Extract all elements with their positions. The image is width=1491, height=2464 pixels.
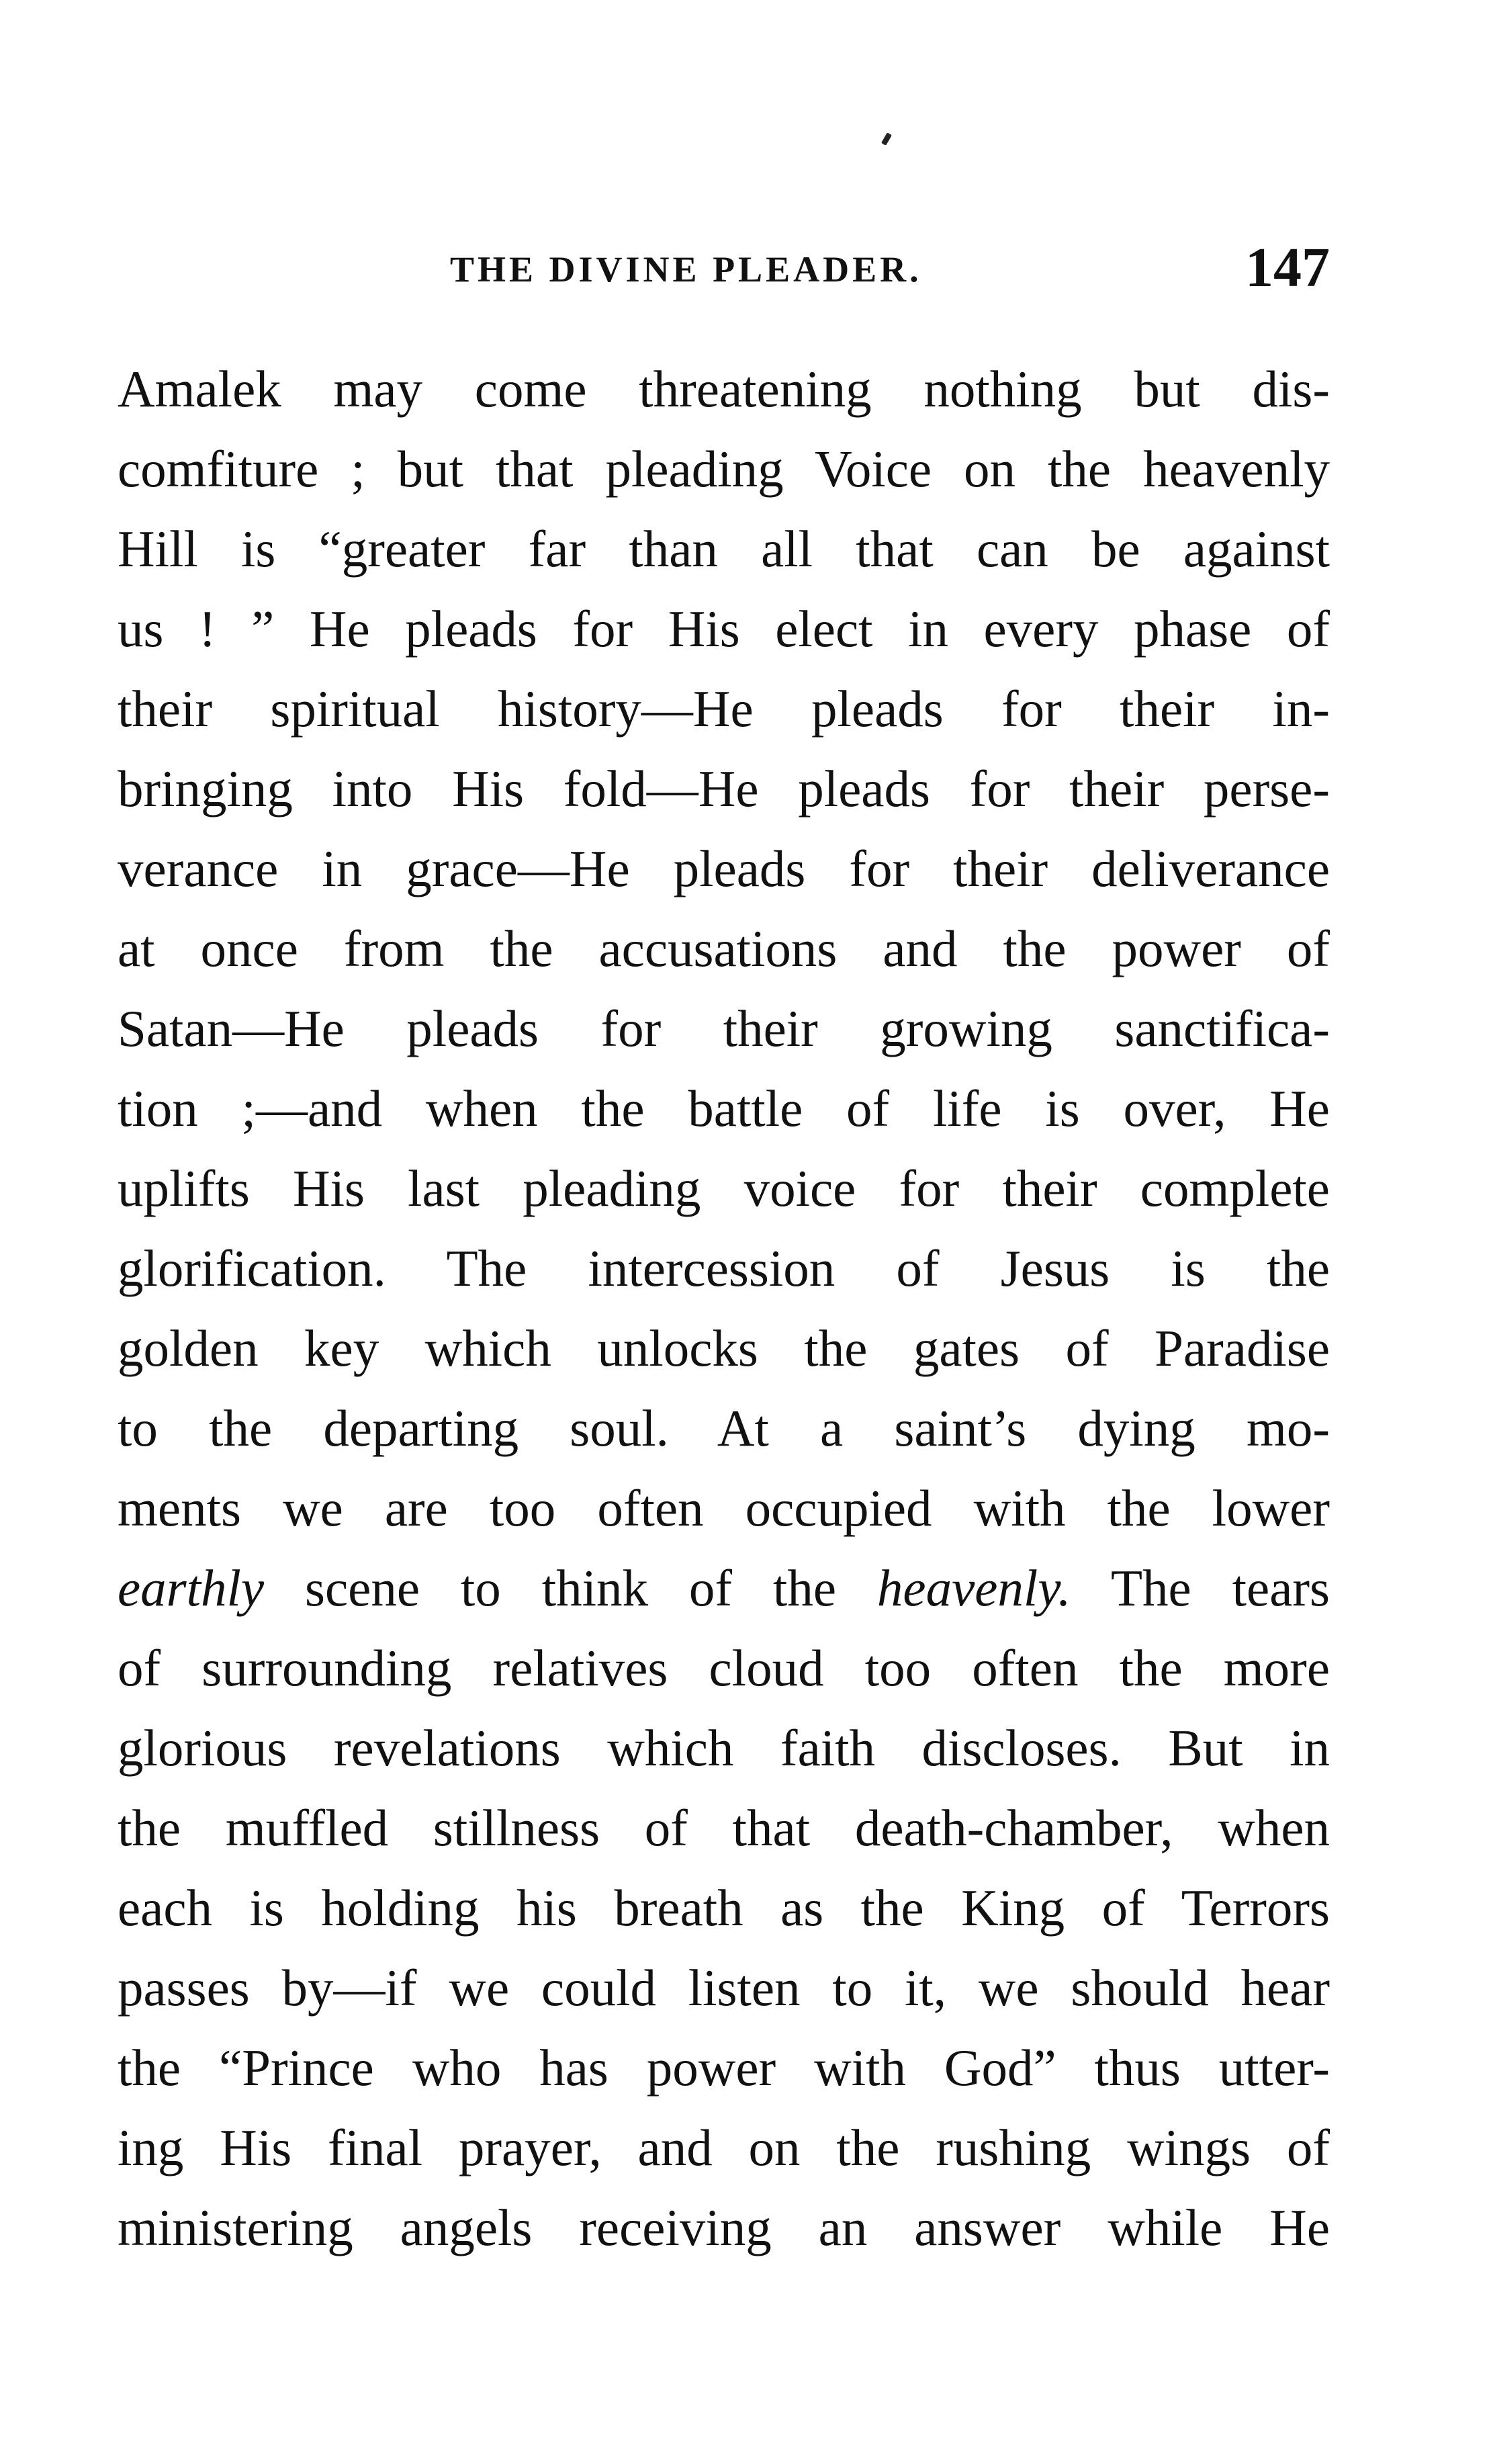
- text-line: [118, 1149, 1330, 1229]
- text-line: [118, 1948, 1330, 2028]
- text-line: [118, 1788, 1330, 1868]
- text-line: [118, 669, 1330, 749]
- line-segment: bringing into His fold—He pleads for their perse-: [118, 760, 1330, 818]
- running-head: [118, 235, 1330, 309]
- italic-word: earthly: [118, 1559, 265, 1617]
- text-line: [118, 749, 1330, 829]
- page-number: 147: [1245, 236, 1330, 299]
- line-segment: comfiture ; but that pleading Voice on the heavenly: [118, 440, 1330, 498]
- text-line: [118, 1548, 1330, 1628]
- body-text: [118, 349, 1330, 2268]
- line-segment: the “Prince who has power with God” thus utter-: [118, 2039, 1330, 2097]
- line-segment: their spiritual history—He pleads for their in-: [118, 680, 1330, 738]
- line-segment: ing His final prayer, and on the rushing wings of: [118, 2119, 1330, 2176]
- line-segment: golden key which unlocks the gates of Paradise: [118, 1319, 1330, 1377]
- line-segment: scene to think of the: [264, 1559, 877, 1617]
- text-line: [118, 509, 1330, 589]
- text-line: [118, 989, 1330, 1069]
- text-line: [118, 1468, 1330, 1548]
- italic-word: heavenly.: [876, 1559, 1071, 1617]
- text-line: [118, 349, 1330, 429]
- text-line: [118, 1868, 1330, 1948]
- line-segment: us ! ” He pleads for His elect in every phase of: [118, 600, 1330, 658]
- text-line: [118, 2028, 1330, 2108]
- text-line: [118, 1309, 1330, 1389]
- line-segment: The tears: [1071, 1559, 1330, 1617]
- line-segment: to the departing soul. At a saint’s dying mo-: [118, 1399, 1330, 1457]
- text-line: [118, 829, 1330, 909]
- line-segment: verance in grace—He pleads for their deliverance: [118, 840, 1330, 897]
- line-segment: ments we are too often occupied with the lower: [118, 1479, 1330, 1537]
- ink-speck: [881, 132, 892, 146]
- line-segment: Satan—He pleads for their growing sanctifica-: [118, 1000, 1330, 1057]
- running-title: THE DIVINE PLEADER.: [450, 249, 922, 290]
- text-line: [118, 1628, 1330, 1708]
- text-line: [118, 589, 1330, 669]
- line-segment: Amalek may come threatening nothing but dis-: [118, 360, 1330, 418]
- text-line: [118, 909, 1330, 989]
- line-segment: of surrounding relatives cloud too often the more: [118, 1639, 1330, 1697]
- text-line: [118, 429, 1330, 509]
- text-line: [118, 1389, 1330, 1468]
- line-segment: each is holding his breath as the King of Terrors: [118, 1879, 1330, 1937]
- text-line: [118, 2188, 1330, 2268]
- line-segment: ministering angels receiving an answer while He: [118, 2199, 1330, 2256]
- line-segment: at once from the accusations and the power of: [118, 920, 1330, 977]
- line-segment: tion ;—and when the battle of life is over, He: [118, 1080, 1330, 1137]
- text-line: [118, 2108, 1330, 2188]
- line-segment: passes by—if we could listen to it, we should hear: [118, 1959, 1330, 2017]
- line-segment: Hill is “greater far than all that can be against: [118, 520, 1330, 578]
- line-segment: uplifts His last pleading voice for their complete: [118, 1159, 1330, 1217]
- line-segment: the muffled stillness of that death-chamber, when: [118, 1799, 1330, 1857]
- line-segment: glorification. The intercession of Jesus is the: [118, 1239, 1330, 1297]
- line-segment: glorious revelations which faith discloses. But in: [118, 1719, 1330, 1777]
- text-line: [118, 1229, 1330, 1309]
- text-line: [118, 1069, 1330, 1149]
- text-line: [118, 1708, 1330, 1788]
